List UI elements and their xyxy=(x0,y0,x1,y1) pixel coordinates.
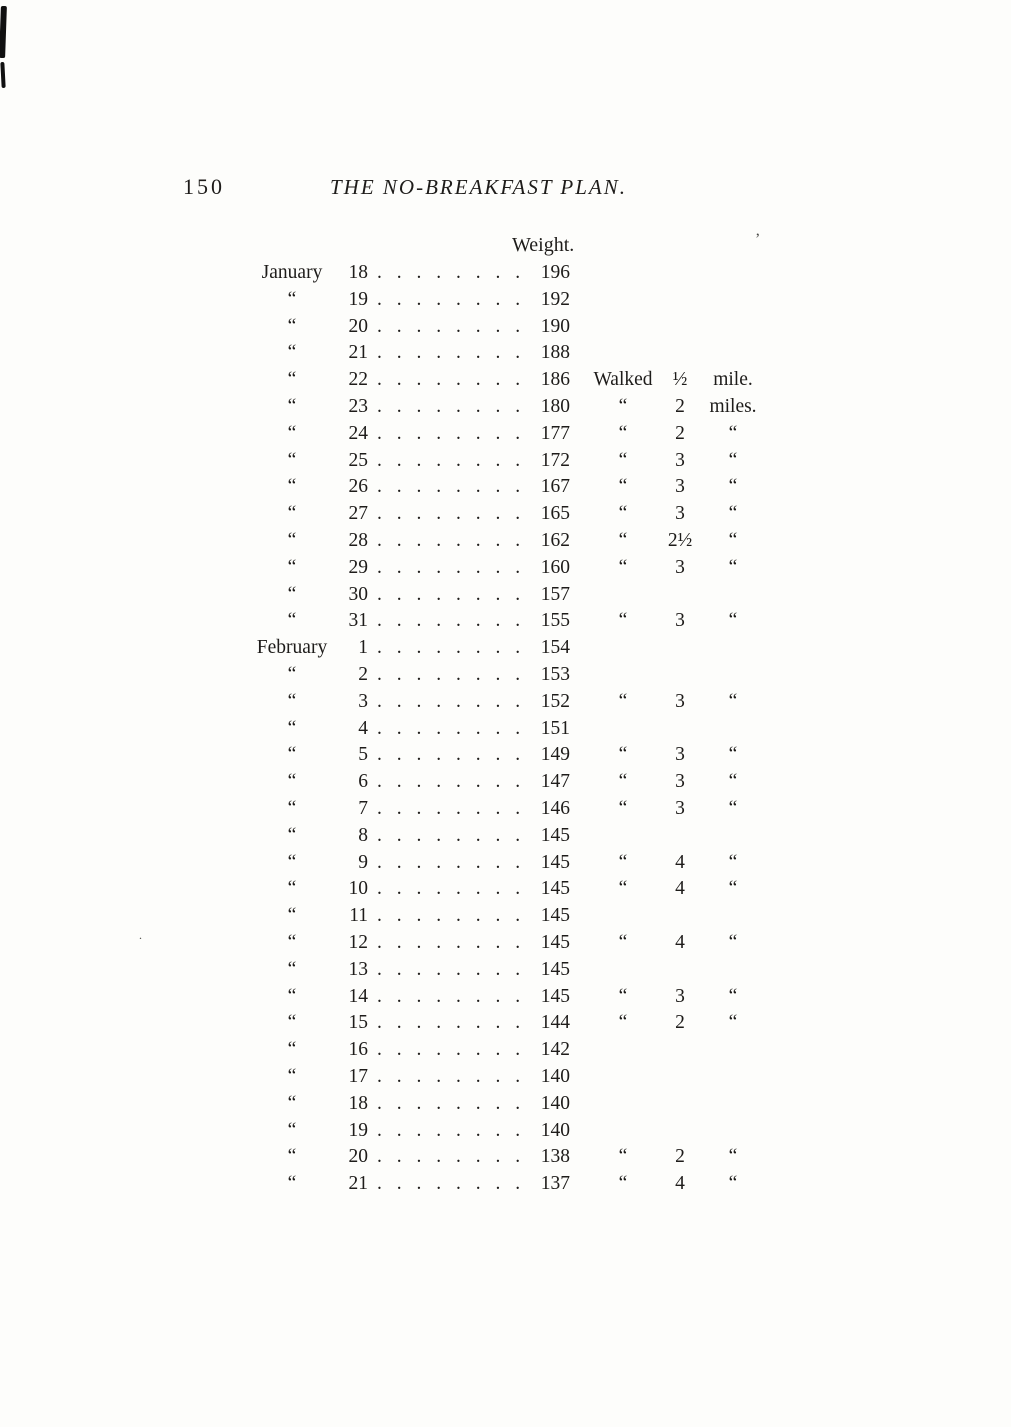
weight-cell: 149 xyxy=(540,744,570,766)
walked-label-cell: “ xyxy=(618,931,628,953)
table-row xyxy=(0,930,1011,957)
distance-unit-cell: “ xyxy=(728,931,738,953)
day-cell: 19 xyxy=(348,1119,368,1141)
scan-artifact: . xyxy=(139,928,142,942)
table-row xyxy=(0,903,1011,930)
table-row xyxy=(0,850,1011,877)
distance-cell: 4 xyxy=(675,878,685,900)
weight-cell: 147 xyxy=(540,771,570,793)
weight-cell: 196 xyxy=(540,262,570,283)
month-cell: “ xyxy=(287,395,297,417)
distance-unit-cell: “ xyxy=(728,503,738,525)
table-row xyxy=(0,608,1011,635)
table-row xyxy=(0,1144,1011,1171)
distance-unit-cell: “ xyxy=(728,610,738,632)
weight-cell: 165 xyxy=(540,503,570,525)
distance-cell: 3 xyxy=(675,744,685,766)
table-row xyxy=(0,984,1011,1011)
weight-cell: 167 xyxy=(540,476,570,498)
weight-log-table xyxy=(0,260,1011,1198)
weight-cell: 180 xyxy=(540,395,570,417)
distance-cell: 3 xyxy=(675,476,685,498)
table-row xyxy=(0,823,1011,850)
table-row xyxy=(0,340,1011,367)
dot-leader: . . . . . . . . xyxy=(377,958,521,980)
month-cell: February xyxy=(256,637,328,659)
walked-label-cell: “ xyxy=(618,529,628,551)
month-cell: “ xyxy=(287,717,297,739)
dot-leader: . . . . . . . . xyxy=(377,422,521,444)
table-row xyxy=(0,474,1011,501)
weight-cell: 137 xyxy=(540,1173,570,1195)
day-cell: 21 xyxy=(348,1173,368,1195)
day-cell: 12 xyxy=(348,931,368,953)
dot-leader: . . . . . . . . xyxy=(377,1173,521,1195)
dot-leader: . . . . . . . . xyxy=(377,878,521,900)
month-cell: “ xyxy=(287,1146,297,1168)
distance-unit-cell: “ xyxy=(728,476,738,498)
weight-cell: 138 xyxy=(540,1146,570,1168)
day-cell: 19 xyxy=(348,288,368,310)
weight-cell: 144 xyxy=(540,1012,570,1034)
table-row xyxy=(0,796,1011,823)
distance-unit-cell: mile. xyxy=(713,369,753,391)
walked-label-cell: “ xyxy=(618,476,628,498)
dot-leader: . . . . . . . . xyxy=(377,395,521,417)
walked-label-cell: “ xyxy=(618,744,628,766)
walked-label-cell: “ xyxy=(618,1012,628,1034)
weight-cell: 153 xyxy=(540,663,570,685)
day-cell: 23 xyxy=(348,395,368,417)
day-cell: 17 xyxy=(348,1065,368,1087)
distance-cell: 3 xyxy=(675,690,685,712)
table-row xyxy=(0,555,1011,582)
distance-cell: 3 xyxy=(675,797,685,819)
day-cell: 22 xyxy=(348,369,368,391)
dot-leader: . . . . . . . . xyxy=(377,315,521,337)
table-row xyxy=(0,260,1011,287)
month-cell: “ xyxy=(287,663,297,685)
month-cell: “ xyxy=(287,529,297,551)
dot-leader: . . . . . . . . xyxy=(377,449,521,471)
walked-label-cell: “ xyxy=(618,556,628,578)
dot-leader: . . . . . . . . xyxy=(377,1039,521,1061)
weight-cell: 154 xyxy=(540,637,570,659)
day-cell: 28 xyxy=(348,529,368,551)
day-cell: 26 xyxy=(348,476,368,498)
table-row xyxy=(0,314,1011,341)
day-cell: 6 xyxy=(358,771,368,793)
table-row xyxy=(0,582,1011,609)
month-cell: “ xyxy=(287,1173,297,1195)
walked-label-cell: “ xyxy=(618,503,628,525)
table-row xyxy=(0,957,1011,984)
walked-label-cell: “ xyxy=(618,985,628,1007)
month-cell: “ xyxy=(287,690,297,712)
dot-leader: . . . . . . . . xyxy=(377,851,521,873)
distance-unit-cell: “ xyxy=(728,449,738,471)
month-cell: “ xyxy=(287,1012,297,1034)
day-cell: 2 xyxy=(358,663,368,685)
month-cell: “ xyxy=(287,878,297,900)
walked-label-cell: “ xyxy=(618,851,628,873)
table-row xyxy=(0,367,1011,394)
month-cell: “ xyxy=(287,958,297,980)
weight-column-heading: Weight. xyxy=(512,234,575,256)
distance-cell: 4 xyxy=(675,1173,685,1195)
day-cell: 16 xyxy=(348,1039,368,1061)
day-cell: 29 xyxy=(348,556,368,578)
dot-leader: . . . . . . . . xyxy=(377,369,521,391)
weight-cell: 172 xyxy=(540,449,570,471)
walked-label-cell: “ xyxy=(618,797,628,819)
table-row xyxy=(0,662,1011,689)
walked-label-cell: “ xyxy=(618,771,628,793)
month-cell: “ xyxy=(287,288,297,310)
month-cell: “ xyxy=(287,985,297,1007)
dot-leader: . . . . . . . . xyxy=(377,717,521,739)
distance-unit-cell: “ xyxy=(728,556,738,578)
dot-leader: . . . . . . . . xyxy=(377,556,521,578)
day-cell: 3 xyxy=(358,690,368,712)
weight-cell: 145 xyxy=(540,905,570,927)
month-cell: “ xyxy=(287,610,297,632)
dot-leader: . . . . . . . . xyxy=(377,824,521,846)
distance-cell: 2 xyxy=(675,422,685,444)
walked-label-cell: “ xyxy=(618,1173,628,1195)
weight-cell: 160 xyxy=(540,556,570,578)
dot-leader: . . . . . . . . xyxy=(377,1065,521,1087)
day-cell: 13 xyxy=(348,958,368,980)
walked-label-cell: “ xyxy=(618,690,628,712)
weight-cell: 152 xyxy=(540,690,570,712)
month-cell: “ xyxy=(287,449,297,471)
table-row xyxy=(0,528,1011,555)
month-cell: “ xyxy=(287,905,297,927)
dot-leader: . . . . . . . . xyxy=(377,663,521,685)
distance-cell: 3 xyxy=(675,985,685,1007)
table-row xyxy=(0,501,1011,528)
scan-edge-artifact xyxy=(0,6,7,58)
dot-leader: . . . . . . . . xyxy=(377,1012,521,1034)
day-cell: 18 xyxy=(348,1092,368,1114)
dot-leader: . . . . . . . . xyxy=(377,1119,521,1141)
dot-leader: . . . . . . . . xyxy=(377,583,521,605)
distance-unit-cell: “ xyxy=(728,529,738,551)
weight-cell: 151 xyxy=(540,717,570,739)
distance-cell: 2 xyxy=(675,1012,685,1034)
day-cell: 30 xyxy=(348,583,368,605)
table-row xyxy=(0,1010,1011,1037)
table-row xyxy=(0,769,1011,796)
month-cell: “ xyxy=(287,369,297,391)
walked-label-cell: “ xyxy=(618,878,628,900)
weight-cell: 140 xyxy=(540,1119,570,1141)
distance-unit-cell: “ xyxy=(728,744,738,766)
distance-cell: 3 xyxy=(675,449,685,471)
day-cell: 5 xyxy=(358,744,368,766)
weight-cell: 145 xyxy=(540,985,570,1007)
month-cell: “ xyxy=(287,771,297,793)
dot-leader: . . . . . . . . xyxy=(377,985,521,1007)
table-row xyxy=(0,394,1011,421)
distance-unit-cell: “ xyxy=(728,771,738,793)
month-cell: “ xyxy=(287,851,297,873)
table-row xyxy=(0,1037,1011,1064)
table-row xyxy=(0,448,1011,475)
dot-leader: . . . . . . . . xyxy=(377,288,521,310)
table-row xyxy=(0,1091,1011,1118)
distance-cell: 3 xyxy=(675,503,685,525)
month-cell: January xyxy=(261,262,323,283)
distance-cell: 2 xyxy=(675,1146,685,1168)
distance-cell: 2 xyxy=(675,395,685,417)
day-cell: 1 xyxy=(358,637,368,659)
day-cell: 24 xyxy=(348,422,368,444)
day-cell: 7 xyxy=(358,797,368,819)
weight-cell: 157 xyxy=(540,583,570,605)
month-cell: “ xyxy=(287,315,297,337)
month-cell: “ xyxy=(287,342,297,364)
weight-cell: 190 xyxy=(540,315,570,337)
month-cell: “ xyxy=(287,1119,297,1141)
distance-cell: ½ xyxy=(672,369,688,391)
distance-cell: 3 xyxy=(675,556,685,578)
weight-cell: 142 xyxy=(540,1039,570,1061)
table-row xyxy=(0,1064,1011,1091)
distance-unit-cell: miles. xyxy=(709,395,757,417)
table-row xyxy=(0,716,1011,743)
weight-cell: 145 xyxy=(540,958,570,980)
month-cell: “ xyxy=(287,556,297,578)
running-title: THE NO-BREAKFAST PLAN. xyxy=(330,175,627,199)
table-row xyxy=(0,287,1011,314)
weight-cell: 145 xyxy=(540,878,570,900)
table-row xyxy=(0,742,1011,769)
distance-cell: 3 xyxy=(675,771,685,793)
dot-leader: . . . . . . . . xyxy=(377,744,521,766)
dot-leader: . . . . . . . . xyxy=(377,262,521,283)
weight-cell: 155 xyxy=(540,610,570,632)
day-cell: 9 xyxy=(358,851,368,873)
month-cell: “ xyxy=(287,583,297,605)
page-number: 150 xyxy=(183,174,225,199)
month-cell: “ xyxy=(287,1065,297,1087)
day-cell: 15 xyxy=(348,1012,368,1034)
month-cell: “ xyxy=(287,824,297,846)
table-row xyxy=(0,876,1011,903)
weight-cell: 145 xyxy=(540,931,570,953)
month-cell: “ xyxy=(287,931,297,953)
distance-unit-cell: “ xyxy=(728,797,738,819)
month-cell: “ xyxy=(287,744,297,766)
dot-leader: . . . . . . . . xyxy=(377,503,521,525)
month-cell: “ xyxy=(287,1039,297,1061)
table-row xyxy=(0,1118,1011,1145)
day-cell: 10 xyxy=(348,878,368,900)
dot-leader: . . . . . . . . xyxy=(377,1092,521,1114)
dot-leader: . . . . . . . . xyxy=(377,637,521,659)
distance-unit-cell: “ xyxy=(728,851,738,873)
walked-label-cell: Walked xyxy=(593,369,653,391)
dot-leader: . . . . . . . . xyxy=(377,342,521,364)
day-cell: 21 xyxy=(348,342,368,364)
month-cell: “ xyxy=(287,503,297,525)
walked-label-cell: “ xyxy=(618,422,628,444)
day-cell: 4 xyxy=(358,717,368,739)
walked-label-cell: “ xyxy=(618,1146,628,1168)
scan-artifact: ’ xyxy=(755,231,761,248)
distance-cell: 3 xyxy=(675,610,685,632)
weight-cell: 162 xyxy=(540,529,570,551)
dot-leader: . . . . . . . . xyxy=(377,610,521,632)
dot-leader: . . . . . . . . xyxy=(377,905,521,927)
weight-cell: 145 xyxy=(540,824,570,846)
month-cell: “ xyxy=(287,1092,297,1114)
weight-cell: 186 xyxy=(540,369,570,391)
weight-cell: 145 xyxy=(540,851,570,873)
day-cell: 18 xyxy=(348,262,368,283)
weight-cell: 192 xyxy=(540,288,570,310)
distance-cell: 4 xyxy=(675,851,685,873)
distance-cell: 2½ xyxy=(667,529,693,551)
dot-leader: . . . . . . . . xyxy=(377,1146,521,1168)
month-cell: “ xyxy=(287,476,297,498)
table-row xyxy=(0,689,1011,716)
dot-leader: . . . . . . . . xyxy=(377,529,521,551)
weight-cell: 140 xyxy=(540,1065,570,1087)
weight-cell: 177 xyxy=(540,422,570,444)
day-cell: 27 xyxy=(348,503,368,525)
weight-cell: 140 xyxy=(540,1092,570,1114)
walked-label-cell: “ xyxy=(618,610,628,632)
walked-label-cell: “ xyxy=(618,449,628,471)
scan-edge-artifact xyxy=(0,62,5,88)
distance-cell: 4 xyxy=(675,931,685,953)
weight-cell: 146 xyxy=(540,797,570,819)
dot-leader: . . . . . . . . xyxy=(377,476,521,498)
table-row xyxy=(0,421,1011,448)
dot-leader: . . . . . . . . xyxy=(377,797,521,819)
day-cell: 20 xyxy=(348,1146,368,1168)
day-cell: 25 xyxy=(348,449,368,471)
walked-label-cell: “ xyxy=(618,395,628,417)
distance-unit-cell: “ xyxy=(728,1146,738,1168)
day-cell: 11 xyxy=(349,905,368,927)
day-cell: 20 xyxy=(348,315,368,337)
distance-unit-cell: “ xyxy=(728,1012,738,1034)
distance-unit-cell: “ xyxy=(728,1173,738,1195)
distance-unit-cell: “ xyxy=(728,878,738,900)
dot-leader: . . . . . . . . xyxy=(377,690,521,712)
table-row xyxy=(0,1171,1011,1198)
day-cell: 8 xyxy=(358,824,368,846)
day-cell: 31 xyxy=(348,610,368,632)
month-cell: “ xyxy=(287,422,297,444)
dot-leader: . . . . . . . . xyxy=(377,771,521,793)
distance-unit-cell: “ xyxy=(728,690,738,712)
weight-cell: 188 xyxy=(540,342,570,364)
dot-leader: . . . . . . . . xyxy=(377,931,521,953)
distance-unit-cell: “ xyxy=(728,985,738,1007)
distance-unit-cell: “ xyxy=(728,422,738,444)
month-cell: “ xyxy=(287,797,297,819)
table-row xyxy=(0,635,1011,662)
day-cell: 14 xyxy=(348,985,368,1007)
